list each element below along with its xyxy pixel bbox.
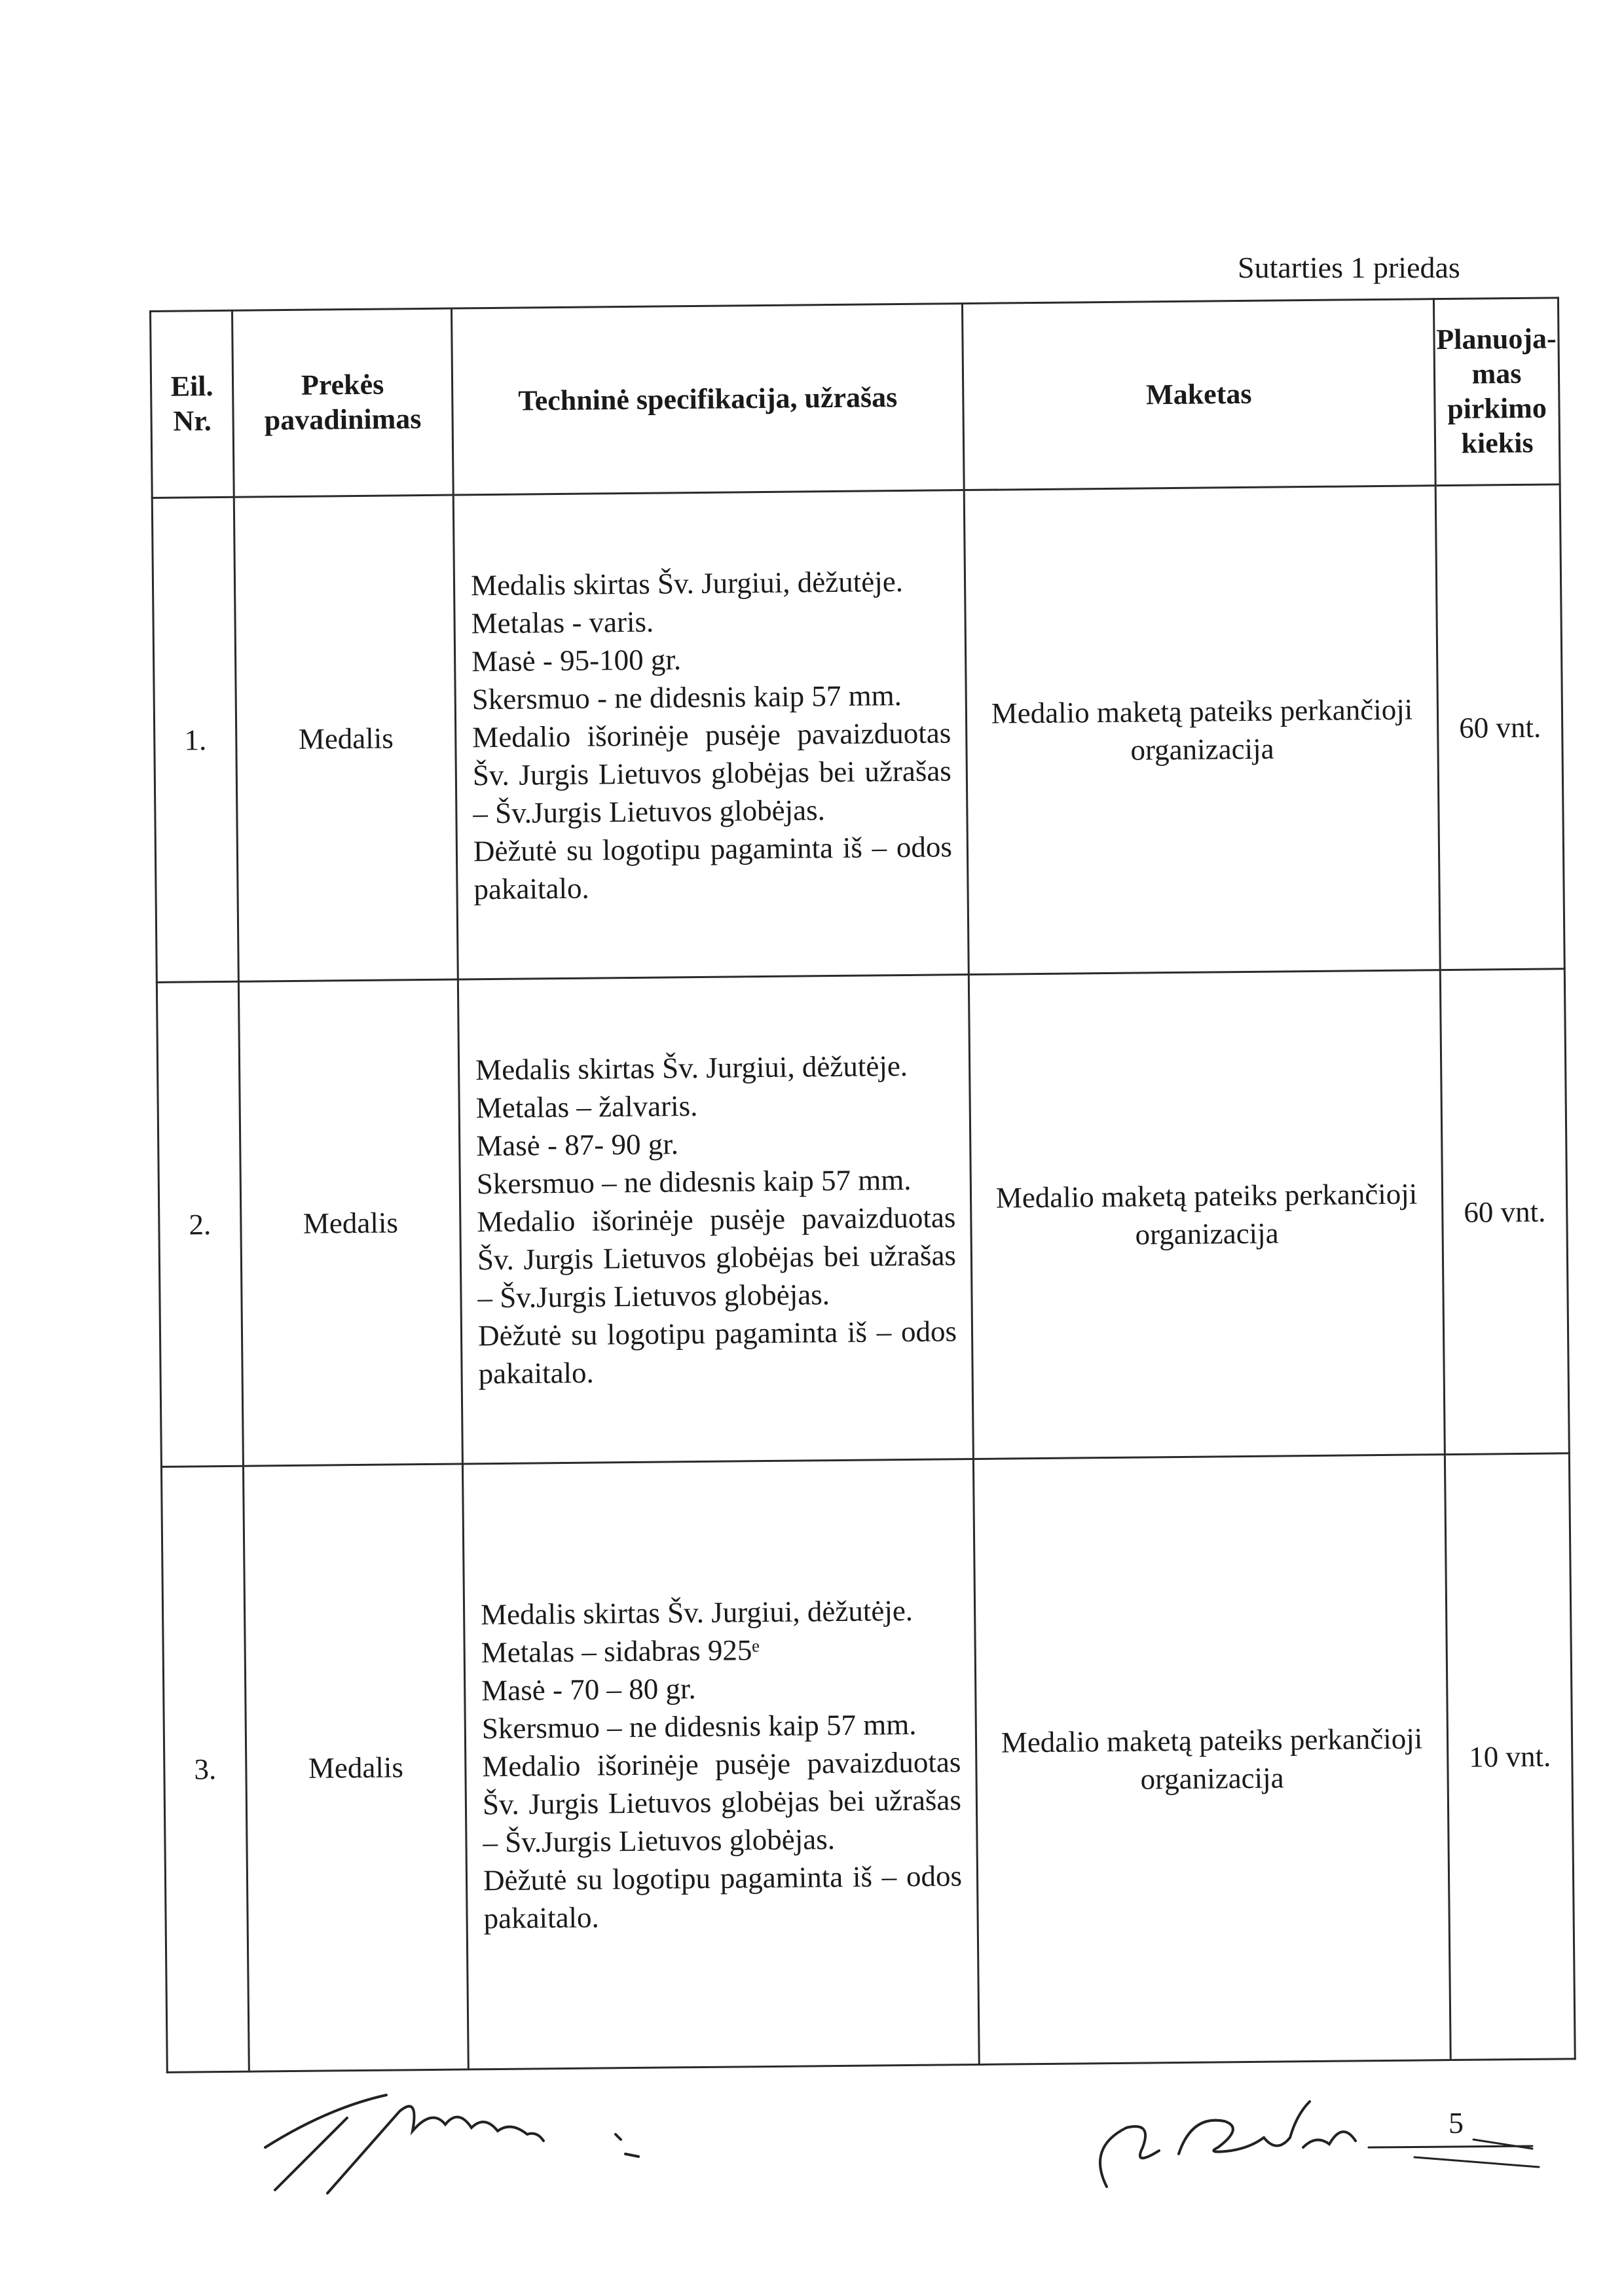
annex-title: Sutarties 1 priedas bbox=[1238, 251, 1460, 284]
spec-line: Metalas - varis. bbox=[471, 605, 654, 640]
header-qty-line: mas bbox=[1471, 357, 1522, 390]
spec-line: Medalis skirtas Šv. Jurgiui, dėžutėje. bbox=[480, 1594, 913, 1631]
quantity-cell: 60 vnt. bbox=[1435, 484, 1564, 970]
spec-line: Metalas – sidabras 925ᵉ bbox=[481, 1633, 760, 1669]
product-name: Medalis bbox=[234, 495, 458, 981]
header-name bbox=[232, 308, 454, 497]
spec-line: Dėžutė su logotipu pagaminta iš – odos pakaitalo. bbox=[477, 1314, 957, 1390]
header-name-line: pavadinimas bbox=[264, 403, 422, 437]
product-name: Medalis bbox=[243, 1464, 468, 2071]
quantity-cell: 60 vnt. bbox=[1440, 969, 1569, 1455]
header-nr-line: Nr. bbox=[173, 405, 212, 437]
spec-line: Medalio išorinėje pusėje pavaizduotas Šv. Jurgis Lietuvos globėjas bei užrašas – Šv.Jurgis Lietuvos globėjas. bbox=[472, 716, 952, 829]
maketas-cell: Medalio maketą pateiks perkančioji organizacija bbox=[969, 970, 1445, 1459]
spec-line: Masė - 87- 90 gr. bbox=[476, 1127, 679, 1162]
signature-left bbox=[249, 2069, 720, 2200]
signature-right bbox=[1080, 2075, 1552, 2193]
header-qty-line: pirkimo bbox=[1447, 392, 1547, 425]
spec-line: Medalio išorinėje pusėje pavaizduotas Šv. Jurgis Lietuvos globėjas bei užrašas – Šv.Jurgis Lietuvos globėjas. bbox=[477, 1200, 957, 1314]
spec-line: Metalas – žalvaris. bbox=[475, 1089, 698, 1124]
header-qty-line: Planuoja- bbox=[1436, 322, 1557, 356]
header-name-line: Prekės bbox=[301, 368, 384, 401]
table-row bbox=[157, 969, 1569, 1467]
page-number: 5 bbox=[1449, 2106, 1464, 2140]
spec-line: Skersmuo - ne didesnis kaip 57 mm. bbox=[471, 678, 902, 716]
specification-table bbox=[149, 297, 1576, 2073]
row-number: 1. bbox=[152, 497, 238, 982]
maketas-cell: Medalio maketą pateiks perkančioji organizacija bbox=[973, 1455, 1450, 2065]
spec-line: Medalis skirtas Šv. Jurgiui, dėžutėje. bbox=[475, 1049, 908, 1086]
spec-line: Skersmuo – ne didesnis kaip 57 mm. bbox=[481, 1707, 917, 1745]
row-number: 2. bbox=[157, 981, 243, 1467]
product-name: Medalis bbox=[238, 979, 462, 1466]
spec-line: Dėžutė su logotipu pagaminta iš – odos pakaitalo. bbox=[473, 829, 953, 905]
spec-line: Dėžutė su logotipu pagaminta iš – odos pakaitalo. bbox=[483, 1859, 963, 1935]
spec-line: Medalio išorinėje pusėje pavaizduotas Šv. Jurgis Lietuvos globėjas bei užrašas – Šv.Jurgis Lietuvos globėjas. bbox=[482, 1745, 962, 1859]
header-qty bbox=[1433, 298, 1560, 486]
header-qty-line: kiekis bbox=[1461, 426, 1534, 460]
specification-cell bbox=[462, 1459, 979, 2069]
specification-cell bbox=[458, 975, 973, 1464]
specification-cell bbox=[453, 490, 969, 979]
spec-line: Medalis skirtas Šv. Jurgiui, dėžutėje. bbox=[470, 564, 904, 602]
quantity-cell: 10 vnt. bbox=[1445, 1453, 1575, 2060]
header-spec: Techninė specifikacija, užrašas bbox=[451, 304, 964, 495]
header-row bbox=[151, 298, 1560, 498]
spec-line: Masė - 70 – 80 gr. bbox=[481, 1672, 696, 1707]
maketas-cell: Medalio maketą pateiks perkančioji organizacija bbox=[964, 486, 1440, 975]
table-row bbox=[152, 484, 1564, 983]
header-maketas: Maketas bbox=[962, 299, 1435, 490]
header-nr-line: Eil. bbox=[170, 370, 213, 403]
row-number: 3. bbox=[161, 1466, 249, 2072]
table-row bbox=[161, 1453, 1575, 2073]
spec-line: Masė - 95-100 gr. bbox=[471, 642, 682, 678]
spec-line: Skersmuo – ne didesnis kaip 57 mm. bbox=[476, 1163, 912, 1200]
header-nr bbox=[151, 310, 234, 498]
